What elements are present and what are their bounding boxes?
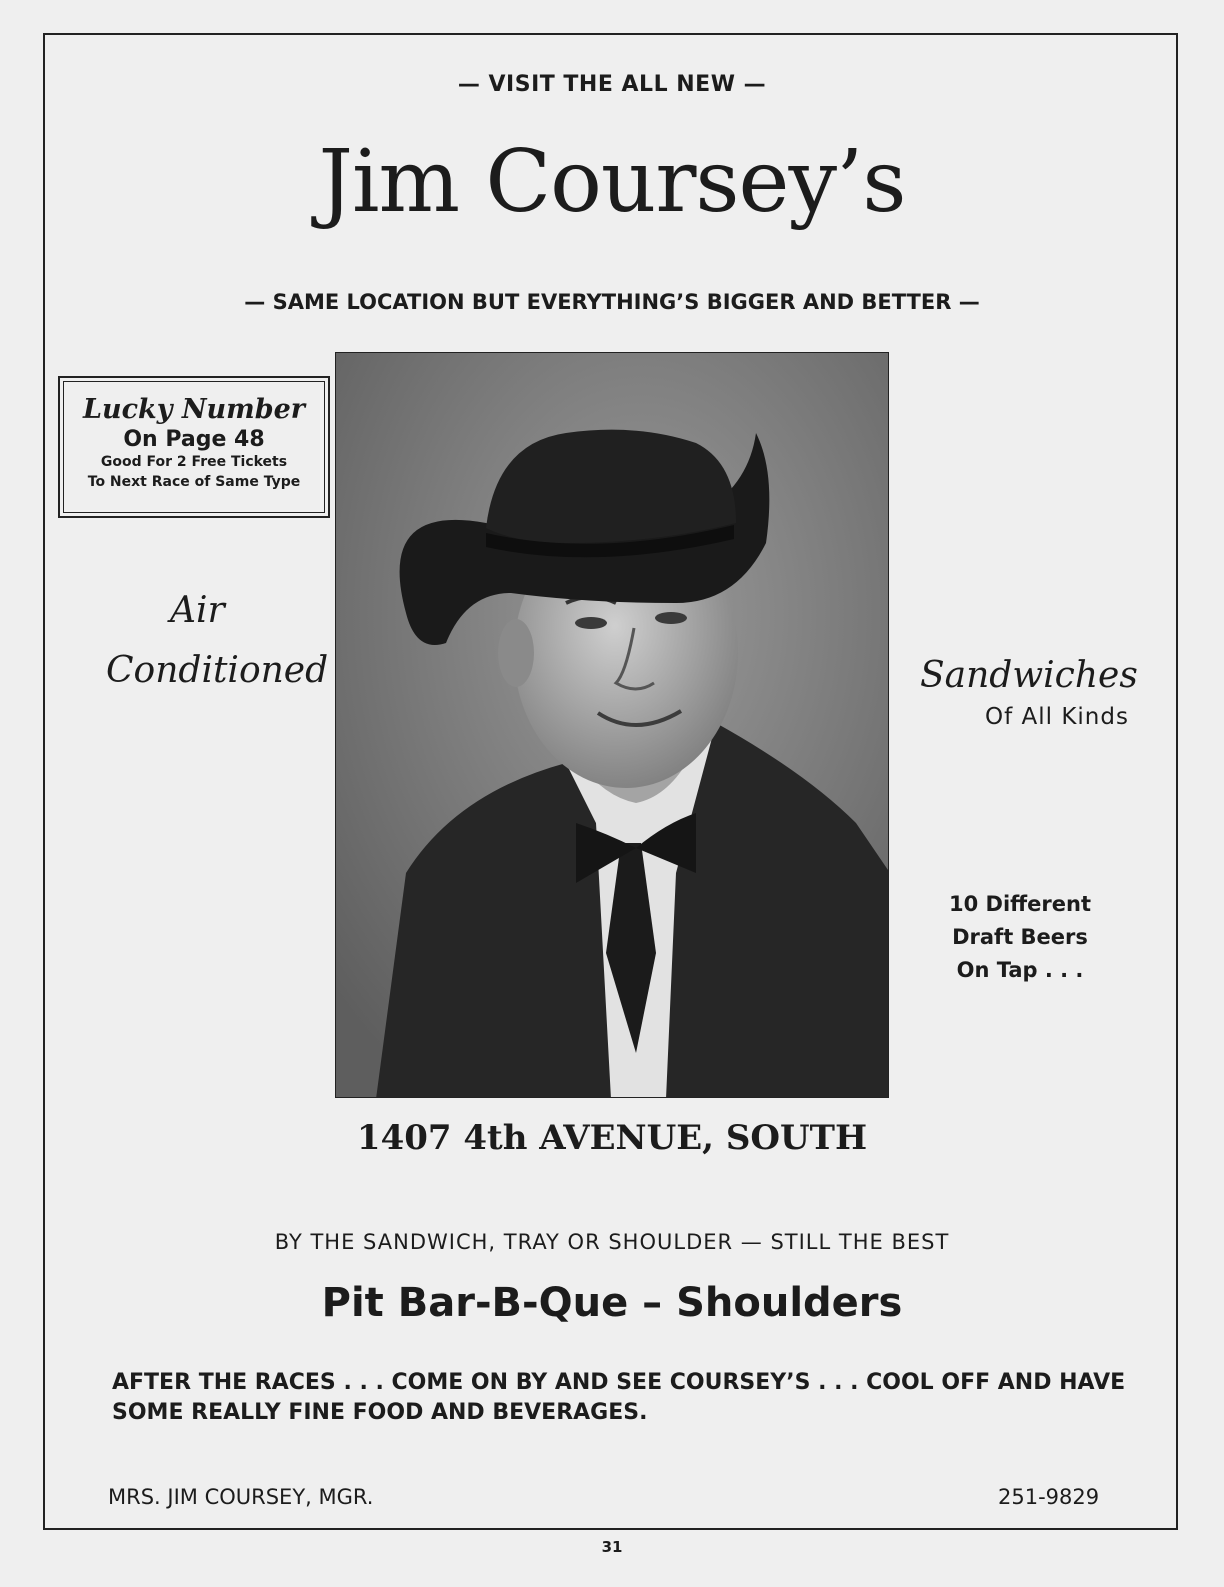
- after-races-line-1: AFTER THE RACES . . . COME ON BY AND SEE COURSEY’S . . . COOL OFF AND HAVE: [112, 1370, 1126, 1395]
- lucky-number-box: [58, 376, 330, 518]
- air-text: Air: [170, 590, 225, 631]
- ad-kicker: — VISIT THE ALL NEW —: [457, 72, 767, 97]
- of-all-kinds-text: Of All Kinds: [985, 704, 1129, 730]
- pit-bbq-headline: Pit Bar-B-Que – Shoulders: [321, 1280, 903, 1326]
- lucky-heading: Lucky Number: [82, 394, 305, 425]
- phone-number: 251-9829: [998, 1485, 1100, 1509]
- portrait-photo: [335, 352, 889, 1098]
- lucky-line-2: To Next Race of Same Type: [87, 474, 301, 490]
- after-races-line-2: SOME REALLY FINE FOOD AND BEVERAGES.: [112, 1400, 648, 1425]
- beers-line-3: On Tap . . .: [956, 958, 1084, 982]
- after-races-paragraph: [112, 1368, 1152, 1428]
- ad-tagline: — SAME LOCATION BUT EVERYTHING’S BIGGER AND BETTER —: [244, 290, 980, 314]
- beers-line-1: 10 Different: [948, 892, 1091, 916]
- lucky-line-1: Good For 2 Free Tickets: [100, 454, 288, 470]
- portrait-illustration: [336, 353, 889, 1098]
- sandwiches-text: Sandwiches: [920, 655, 1138, 696]
- street-address: 1407 4th AVENUE, SOUTH: [356, 1118, 868, 1158]
- conditioned-text: Conditioned: [106, 650, 329, 691]
- ad-title: Jim Coursey’s: [318, 132, 906, 232]
- by-the-sandwich-line: BY THE SANDWICH, TRAY OR SHOULDER — STILL THE BEST: [274, 1230, 950, 1254]
- draft-beers-text: [930, 888, 1110, 987]
- manager-name: MRS. JIM COURSEY, MGR.: [108, 1485, 374, 1509]
- beers-line-2: Draft Beers: [952, 925, 1088, 949]
- page-number: 31: [601, 1538, 623, 1556]
- lucky-page: On Page 48: [123, 427, 265, 452]
